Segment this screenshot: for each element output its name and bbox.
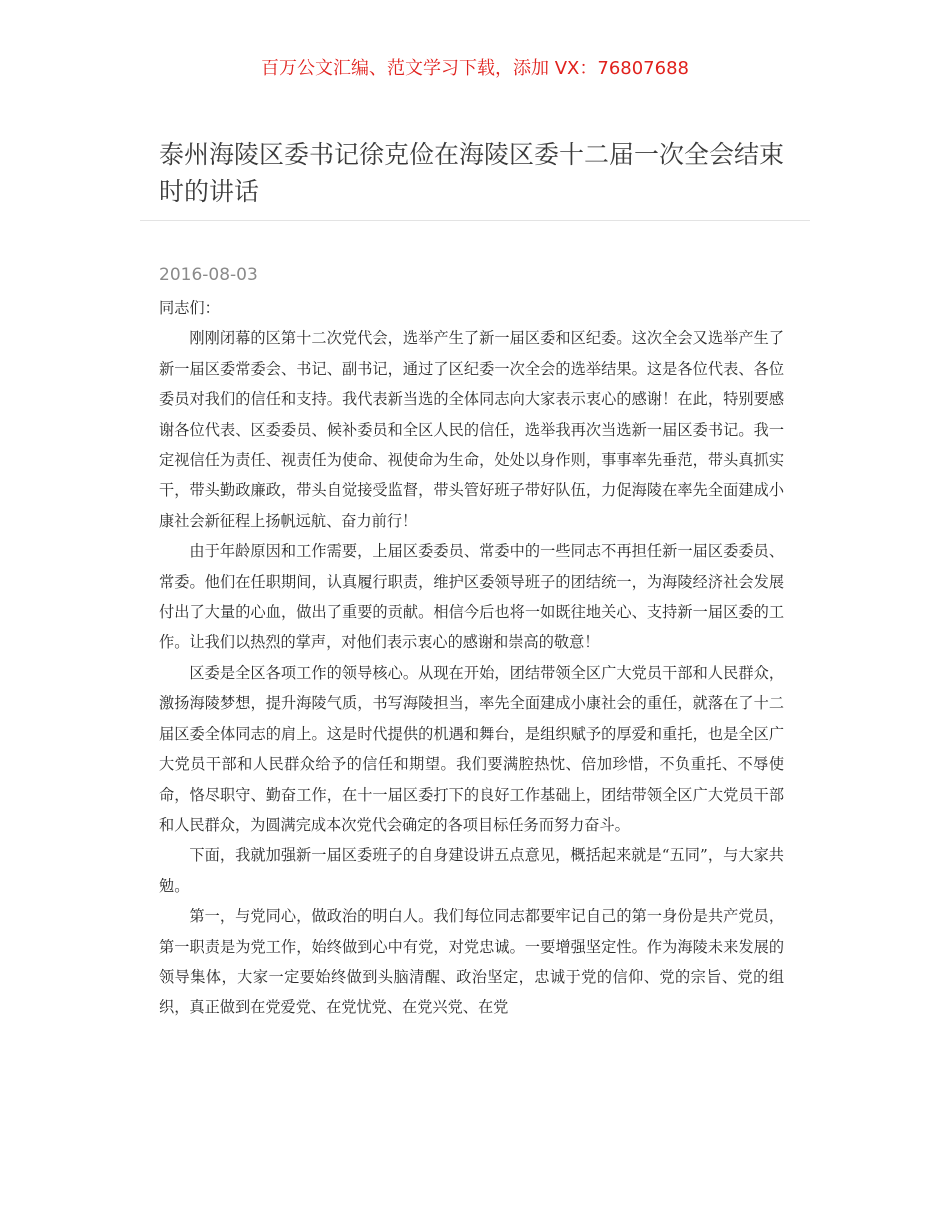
title-divider bbox=[140, 220, 810, 221]
salutation: 同志们： bbox=[159, 299, 220, 317]
article-body bbox=[159, 293, 784, 1023]
paragraph: 刚刚闭幕的区第十二次党代会，选举产生了新一届区委和区纪委。这次全会又选举产生了新一届区委常委会、书记、副书记，通过了区纪委一次全会的选举结果。这是各位代表、各位委员对我们的信任和支持。我代表新当选的全体同志向大家表示衷心的感谢！在此，特别要感谢各位代表、区委委员、候补委员和全区人民的信任，选举我再次当选新一届区委书记。我一定视信任为责任、视责任为使命、视使命为生命，处处以身作则，事事率先垂范，带头真抓实干，带头勤政廉政，带头自觉接受监督，带头管好班子带好队伍，力促海陵在率先全面建成小康社会新征程上扬帆远航、奋力前行！ bbox=[159, 329, 784, 530]
download-banner: 百万公文汇编、范文学习下载，添加 VX：76807688 bbox=[261, 58, 689, 79]
publish-date: 2016-08-03 bbox=[159, 265, 258, 285]
paragraph: 下面，我就加强新一届区委班子的自身建设讲五点意见，概括起来就是“五同”，与大家共勉。 bbox=[159, 846, 784, 895]
paragraph: 第一，与党同心，做政治的明白人。我们每位同志都要牢记自己的第一身份是共产党员，第一职责是为党工作，始终做到心中有党，对党忠诚。一要增强坚定性。作为海陵未来发展的领导集体，大家一定要始终做到头脑清醒、政治坚定，忠诚于党的信仰、党的宗旨、党的组织，真正做到在党爱党、在党忧党、在党兴党、在党 bbox=[159, 907, 784, 1017]
paragraph: 由于年龄原因和工作需要，上届区委委员、常委中的一些同志不再担任新一届区委委员、常委。他们在任职期间，认真履行职责，维护区委领导班子的团结统一，为海陵经济社会发展付出了大量的心血，做出了重要的贡献。相信今后也将一如既往地关心、支持新一届区委的工作。让我们以热烈的掌声，对他们表示衷心的感谢和崇高的敬意！ bbox=[159, 542, 784, 652]
paragraph: 区委是全区各项工作的领导核心。从现在开始，团结带领全区广大党员干部和人民群众，激扬海陵梦想，提升海陵气质，书写海陵担当，率先全面建成小康社会的重任，就落在了十二届区委全体同志的肩上。这是时代提供的机遇和舞台，是组织赋予的厚爱和重托，也是全区广大党员干部和人民群众给予的信任和期望。我们要满腔热忱、倍加珍惜，不负重托、不辱使命，恪尽职守、勤奋工作，在十一届区委打下的良好工作基础上，团结带领全区广大党员干部和人民群众，为圆满完成本次党代会确定的各项目标任务而努力奋斗。 bbox=[159, 663, 784, 834]
article-title: 泰州海陵区委书记徐克俭在海陵区委十二届一次全会结束时的讲话 bbox=[159, 140, 785, 206]
